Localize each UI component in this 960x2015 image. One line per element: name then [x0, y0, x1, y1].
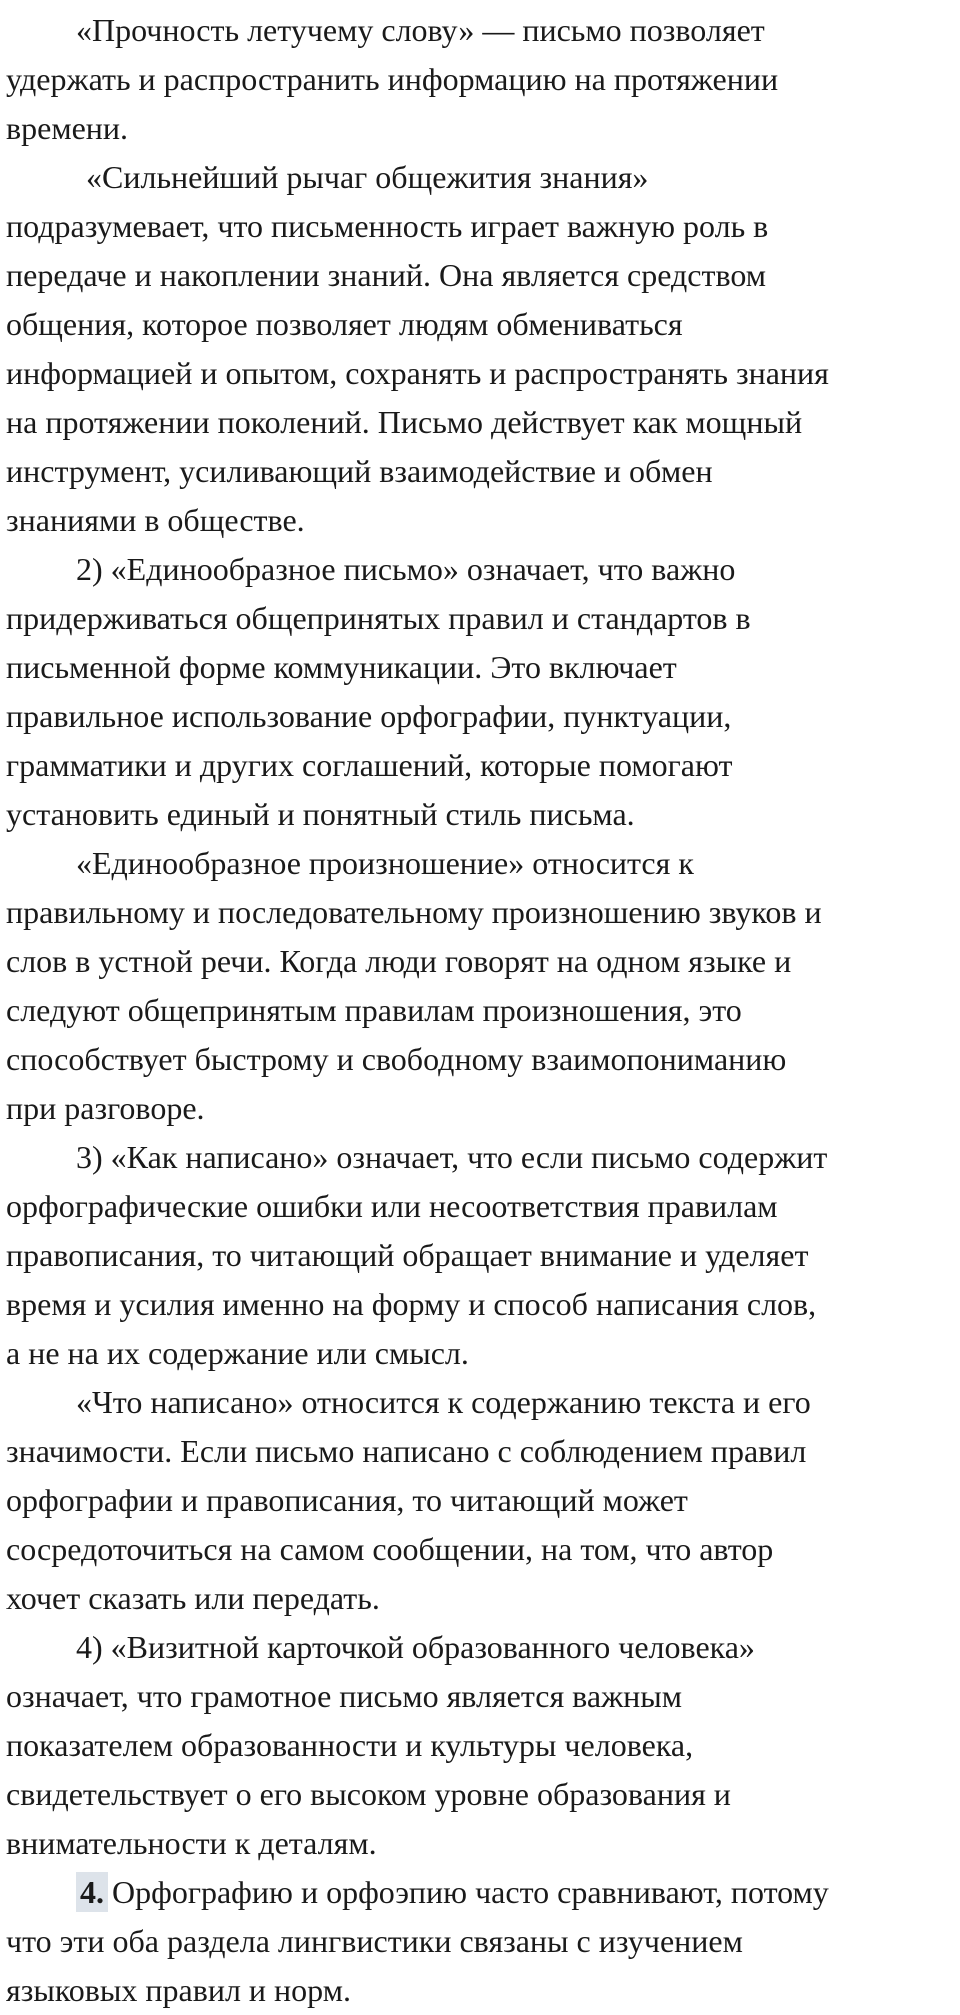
- paragraph: [6, 153, 956, 545]
- paragraph: [6, 1133, 956, 1378]
- paragraph-line: сосредоточиться на самом сообщении, на том, что автор: [6, 1531, 774, 1567]
- paragraph-line: правильному и последовательному произношению звуков и: [6, 894, 822, 930]
- paragraph-line: придерживаться общепринятых правил и стандартов в: [6, 600, 751, 636]
- paragraph-line: при разговоре.: [6, 1090, 205, 1126]
- paragraph-line: орфографии и правописания, то читающий может: [6, 1482, 688, 1518]
- paragraph: [6, 6, 956, 153]
- paragraph-line: инструмент, усиливающий взаимодействие и обмен: [6, 453, 713, 489]
- paragraph-line: общения, которое позволяет людям обмениваться: [6, 306, 683, 342]
- paragraph-line: передаче и накоплении знаний. Она является средством: [6, 257, 767, 293]
- final-paragraph: [6, 1868, 956, 2015]
- paragraph-line: время и усилия именно на форму и способ написания слов,: [6, 1286, 817, 1322]
- paragraph-line: подразумевает, что письменность играет важную роль в: [6, 208, 769, 244]
- paragraph-line: удержать и распространить информацию на протяжении: [6, 61, 779, 97]
- final-first-line-text: Орфографию и орфоэпию часто сравнивают, потому: [112, 1874, 829, 1910]
- paragraph-line: значимости. Если письмо написано с соблюдением правил: [6, 1433, 807, 1469]
- paragraph-line: показателем образованности и культуры человека,: [6, 1727, 694, 1763]
- paragraph-line: слов в устной речи. Когда люди говорят на одном языке и: [6, 943, 792, 979]
- paragraph: [6, 545, 956, 839]
- paragraph-line: информацией и опытом, сохранять и распространять знания: [6, 355, 829, 391]
- paragraph-line: установить единый и понятный стиль письма.: [6, 796, 635, 832]
- final-line: что эти оба раздела лингвистики связаны с изучением: [6, 1923, 743, 1959]
- paragraph-line: письменной форме коммуникации. Это включает: [6, 649, 677, 685]
- paragraph-first-line: «Прочность летучему слову» — письмо позволяет: [76, 12, 765, 48]
- paragraph-line: правильное использование орфографии, пунктуации,: [6, 698, 732, 734]
- section-number-badge: 4.: [76, 1872, 108, 1912]
- paragraph-first-line: «Что написано» относится к содержанию текста и его: [76, 1384, 811, 1420]
- document-body: [6, 6, 960, 1868]
- paragraph-first-line: 3) «Как написано» означает, что если письмо содержит: [76, 1139, 828, 1175]
- paragraph-line: следуют общепринятым правилам произношения, это: [6, 992, 742, 1028]
- paragraph-first-line: 4) «Визитной карточкой образованного человека»: [76, 1629, 755, 1665]
- paragraph-line: свидетельствует о его высоком уровне образования и: [6, 1776, 731, 1812]
- paragraph-first-line: 2) «Единообразное письмо» означает, что важно: [76, 551, 736, 587]
- paragraph-first-line: «Единообразное произношение» относится к: [76, 845, 694, 881]
- paragraph-line: времени.: [6, 110, 129, 146]
- paragraph-line: означает, что грамотное письмо является важным: [6, 1678, 683, 1714]
- paragraph-line: а не на их содержание или смысл.: [6, 1335, 469, 1371]
- paragraph: [6, 839, 956, 1133]
- final-line: языковых правил и норм.: [6, 1972, 351, 2008]
- paragraph-line: правописания, то читающий обращает внимание и уделяет: [6, 1237, 809, 1273]
- paragraph-line: на протяжении поколений. Письмо действует как мощный: [6, 404, 803, 440]
- paragraph-line: хочет сказать или передать.: [6, 1580, 380, 1616]
- paragraph: [6, 1623, 956, 1868]
- paragraph-line: грамматики и других соглашений, которые помогают: [6, 747, 733, 783]
- paragraph: [6, 1378, 956, 1623]
- paragraph-first-line: «Сильнейший рычаг общежития знания»: [86, 159, 649, 195]
- paragraph-line: знаниями в обществе.: [6, 502, 305, 538]
- paragraph-line: внимательности к деталям.: [6, 1825, 377, 1861]
- paragraph-line: способствует быстрому и свободному взаимопониманию: [6, 1041, 787, 1077]
- paragraph-line: орфографические ошибки или несоответствия правилам: [6, 1188, 778, 1224]
- final-first-line: [6, 1868, 956, 1917]
